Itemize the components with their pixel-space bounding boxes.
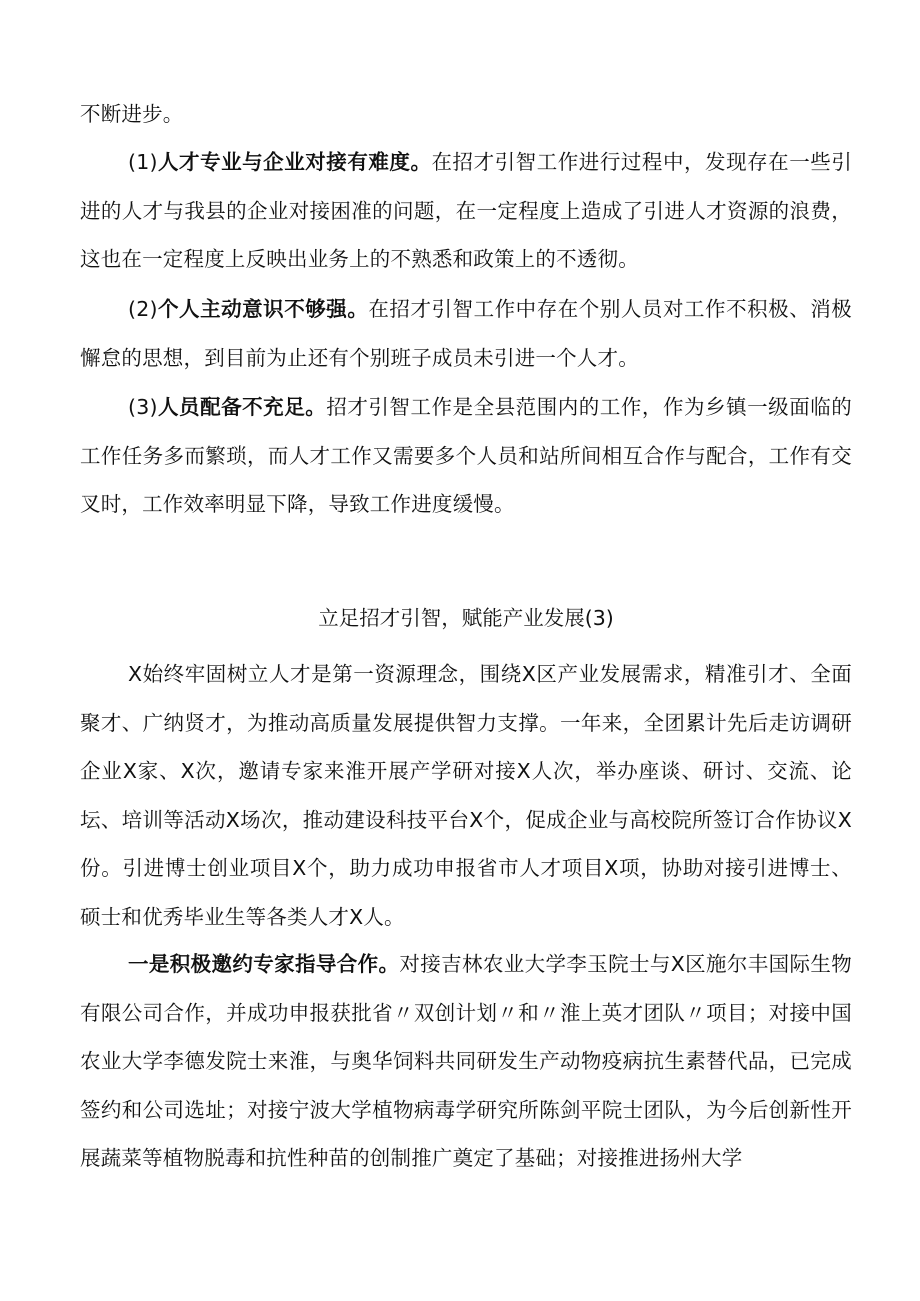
- intro-paragraph: X始终牢固树立人才是第一资源理念，围绕X区产业发展需求，精准引才、全面聚才、广纳贤才，为推动高质量发展提供智力支撑。一年来，全团累计先后走访调研企业X家、X次，邀请专家来淮开展产学研对接X人次，举办座谈、研讨、交流、论坛、培训等活动X场次，推动建设科技平台X个，促成企业与高校院所签订合作协议X份。引进博士创业项目X个，助力成功申报省市人才项目X项，协助对接引进博士、硕士和优秀毕业生等各类人才X人。: [80, 662, 852, 929]
- item-body: 招才引智工作是全县范围内的工作，作为乡镇一级面临的工作任务多而繁琐，而人才工作又需要多个人员和站所间相互合作与配合，工作有交叉时，工作效率明显下降，导致工作进度缓慢。: [80, 395, 852, 516]
- paragraph-item-1: [80, 138, 852, 284]
- item-body: 在招才引智工作进行过程中，发现存在一些引进的人才与我县的企业对接困准的问题，在一定程度上造成了引进人才资源的浪费，这也在一定程度上反映出业务上的不熟悉和政策上的不透彻。: [80, 150, 852, 271]
- paragraph-continuation: [80, 90, 852, 139]
- item-number: (3): [128, 395, 158, 419]
- item-lead: 人才专业与企业对接有难度。: [157, 150, 432, 174]
- item-number: (1): [128, 150, 158, 174]
- point-lead: 一是积极邀约专家指导合作。: [128, 952, 400, 976]
- paragraph-text: 不断进步。: [80, 102, 184, 126]
- paragraph-item-2: [80, 285, 852, 382]
- point-1-paragraph: [80, 940, 852, 1183]
- item-lead: 个人主动意识不够强。: [157, 297, 369, 321]
- item-body: 在招才引智工作中存在个别人员对工作不积极、消极懈怠的思想，到目前为止还有个别班子成员未引进一个人才。: [80, 297, 852, 370]
- item-number: (2): [128, 297, 158, 321]
- item-lead: 人员配备不充足。: [157, 395, 327, 419]
- point-body: 对接吉林农业大学李玉院士与X区施尔丰国际生物有限公司合作，并成功申报获批省〃双创计划〃和〃淮上英才团队〃项目；对接中国农业大学李德发院士来淮，与奥华饲料共同研发生产动物疫病抗生素替代品，已完成签约和公司选址；对接宁波大学植物病毒学研究所陈剑平院士团队，为今后创新性开展蔬菜等植物脱毒和抗性种苗的创制推广奠定了基础；对接推进扬州大学: [80, 952, 852, 1170]
- section-title: 立足招才引智，赋能产业发展(3): [318, 606, 614, 630]
- paragraph-item-3: [80, 383, 852, 529]
